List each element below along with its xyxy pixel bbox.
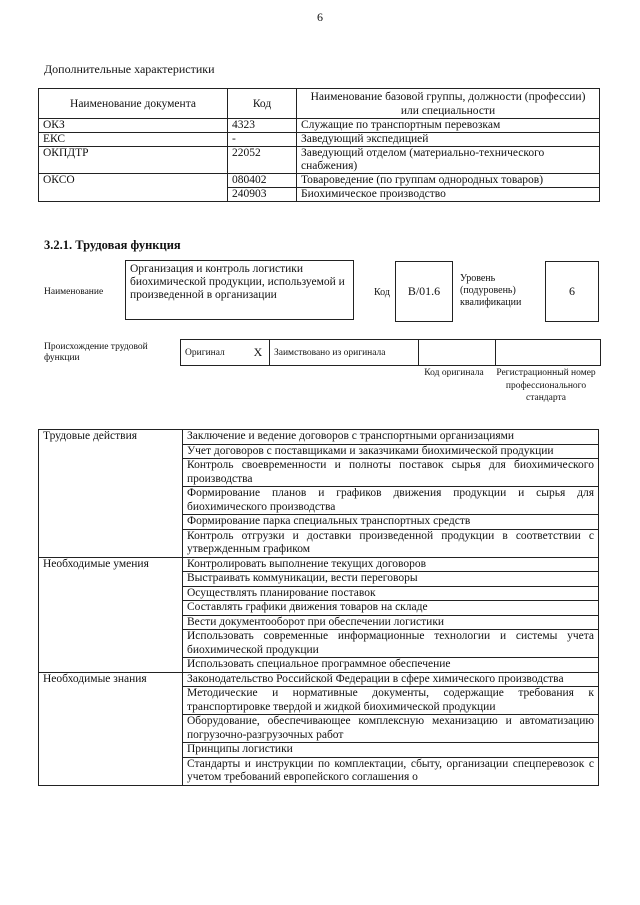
qualification-level-label: Уровень (подуровень) квалификации (460, 273, 522, 308)
origin-code-cell (419, 340, 496, 366)
code-cell: 240903 (228, 188, 297, 202)
original-code-caption: Код оригинала (424, 368, 484, 378)
doc-name-cell: ЕКС (39, 133, 228, 147)
section-item-cell: Контроль своевременности и полноты поставок сырья для биохимического производства (183, 459, 599, 487)
column-header: Наименование базовой группы, должности (профессии) или специальности (297, 89, 600, 119)
section-title: 3.2.1. Трудовая функция (44, 238, 181, 252)
doc-name-cell: ОКПДТР (39, 147, 228, 174)
section-item-cell: Использовать специальное программное обеспечение (183, 658, 599, 673)
code-cell: 22052 (228, 147, 297, 174)
section-item-cell: Формирование парка специальных транспортных средств (183, 515, 599, 530)
table-row (39, 557, 599, 572)
table-row (39, 672, 599, 687)
table-row (39, 119, 600, 133)
table-row (181, 340, 601, 366)
table-row (39, 174, 600, 188)
table-row (39, 133, 600, 147)
section-item-cell: Принципы логистики (183, 743, 599, 758)
qualification-level-value: 6 (545, 261, 599, 322)
origin-table (180, 339, 601, 366)
group-name-cell: Служащие по транспортным перевозкам (297, 119, 600, 133)
section-item-cell: Выстраивать коммуникации, вести переговоры (183, 572, 599, 587)
additional-characteristics-title: Дополнительные характеристики (44, 62, 215, 76)
function-origin-label: Происхождение трудовой функции (44, 342, 148, 363)
labour-function-table (38, 429, 599, 786)
origin-original-cell: Оригинал (181, 340, 248, 366)
table-row (39, 147, 600, 174)
section-item-cell: Осуществлять планирование поставок (183, 586, 599, 601)
origin-borrowed-cell: Заимствовано из оригинала (270, 340, 419, 366)
section-item-cell: Учет договоров с поставщиками и заказчиками биохимической продукции (183, 444, 599, 459)
group-name-cell: Товароведение (по группам однородных товаров) (297, 174, 600, 188)
origin-mark: X (247, 340, 270, 366)
section-item-cell: Контроль отгрузки и доставки произведенной продукции в соответствии с утвержденным графиком (183, 529, 599, 557)
section-item-cell: Оборудование, обеспечивающее комплексную механизацию и автоматизацию погрузочно-разгрузочных работ (183, 715, 599, 743)
group-name-cell: Заведующий экспедицией (297, 133, 600, 147)
section-item-cell: Заключение и ведение договоров с транспортными организациями (183, 430, 599, 445)
section-name-cell: Необходимые умения (39, 557, 183, 672)
column-header: Наименование документа (39, 89, 228, 119)
table-header-row (39, 89, 600, 119)
group-name-cell: Заведующий отделом (материально-технического снабжения) (297, 147, 600, 174)
section-item-cell: Формирование планов и графиков движения продукции и сырья для биохимического производства (183, 487, 599, 515)
function-name-label: Наименование (44, 287, 104, 297)
section-name-cell: Трудовые действия (39, 430, 183, 558)
doc-name-cell: ОКЗ (39, 119, 228, 133)
table-row (39, 430, 599, 445)
group-name-cell: Биохимическое производство (297, 188, 600, 202)
function-code-value: В/01.6 (395, 261, 453, 322)
function-code-label: Код (374, 287, 390, 298)
code-cell: 080402 (228, 174, 297, 188)
section-item-cell: Законодательство Российской Федерации в сфере химического производства (183, 672, 599, 687)
section-item-cell: Контролировать выполнение текущих договоров (183, 557, 599, 572)
section-item-cell: Методические и нормативные документы, содержащие требования к транспортировке твердой и жидкой биохимической продукции (183, 687, 599, 715)
function-name-value: Организация и контроль логистики биохимической продукции, используемой и произведенной в организации (125, 260, 354, 320)
section-item-cell: Стандарты и инструкции по комплектации, сбыту, организации спецперевозок с учетом требований европейского соглашения о (183, 757, 599, 785)
section-item-cell: Использовать современные информационные технологии и системы учета биохимической продукции (183, 630, 599, 658)
code-cell: - (228, 133, 297, 147)
doc-name-cell: ОКСО (39, 174, 228, 202)
section-item-cell: Вести документооборот при обеспечении логистики (183, 615, 599, 630)
registration-number-caption: Регистрационный номер профессионального стандарта (496, 368, 596, 403)
page-number: 6 (317, 10, 323, 24)
section-name-cell: Необходимые знания (39, 672, 183, 785)
section-item-cell: Составлять графики движения товаров на складе (183, 601, 599, 616)
column-header: Код (228, 89, 297, 119)
code-cell: 4323 (228, 119, 297, 133)
origin-reg-number-cell (496, 340, 601, 366)
characteristics-table (38, 88, 600, 202)
